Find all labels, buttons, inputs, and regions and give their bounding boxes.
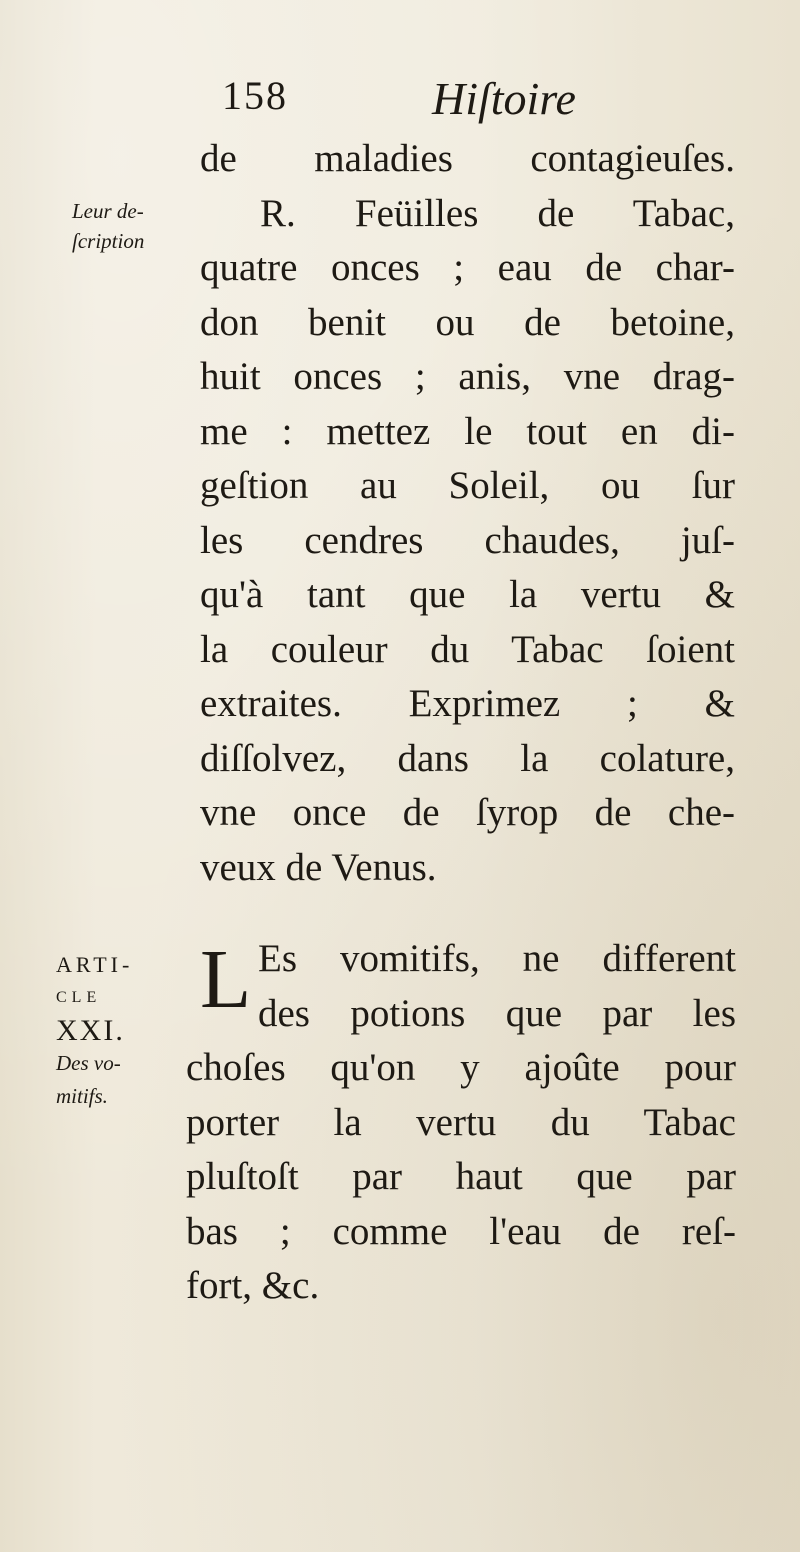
text-line: huit onces ; anis, vne drag- [200, 355, 735, 398]
page-header [222, 72, 642, 132]
text-line: fort, &c. [186, 1264, 320, 1307]
text-line: de maladies contagieuſes. [200, 137, 735, 180]
text-line: pluſtoſt par haut que par [186, 1155, 736, 1198]
margin-note-line: Des vo- [56, 1051, 121, 1075]
margin-note-article [56, 948, 133, 1113]
margin-note-line: Leur de- [72, 199, 144, 223]
text-line: porter la vertu du Tabac [186, 1100, 736, 1144]
text-line: diſſolvez, dans la colature, [200, 736, 735, 780]
margin-note-line: XXI. [56, 1014, 125, 1047]
text-line: me : mettez le tout en di- [200, 409, 735, 453]
article-paragraph [186, 932, 736, 1314]
drop-cap: L [200, 933, 252, 1026]
recipe-paragraph [200, 132, 735, 895]
text-line: bas ; comme l'eau de reſ- [186, 1209, 736, 1253]
text-line: des potions que par les [258, 991, 736, 1035]
text-line: la couleur du Tabac ſoient [200, 627, 735, 671]
margin-note-line: ſcription [72, 229, 145, 253]
running-head: Hiſtoire [432, 73, 576, 124]
text-line: quatre onces ; eau de char- [200, 246, 735, 289]
margin-note-line: CLE [56, 989, 102, 1006]
text-line: choſes qu'on y ajoûte pour [186, 1046, 736, 1089]
text-line: R. Feüilles de Tabac, [260, 191, 735, 235]
text-line: veux de Venus. [200, 845, 437, 889]
text-line: vne once de ſyrop de che- [200, 791, 735, 834]
text-line: geſtion au Soleil, ou ſur [200, 464, 735, 507]
margin-note-line: ARTI- [56, 952, 134, 977]
text-line: les cendres chaudes, juſ- [200, 518, 735, 562]
text-line: Es vomitifs, ne different [258, 937, 736, 980]
text-line: extraites. Exprimez ; & [200, 682, 735, 725]
text-line: don benit ou de betoine, [200, 300, 735, 344]
page-number: 158 [222, 73, 288, 118]
margin-note-description [72, 196, 144, 256]
text-line: qu'à tant que la vertu & [200, 573, 735, 616]
margin-note-line: mitifs. [56, 1084, 108, 1108]
